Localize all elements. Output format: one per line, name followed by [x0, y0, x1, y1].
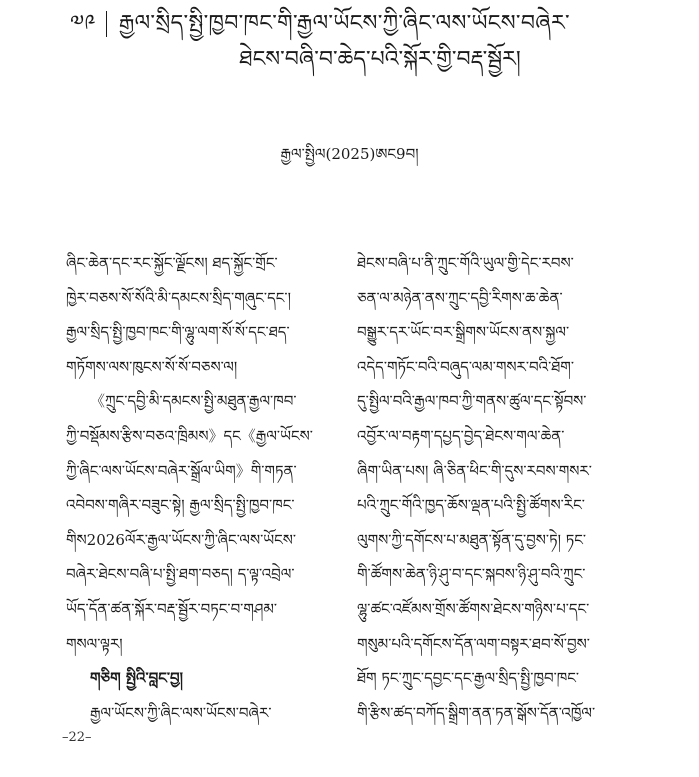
text-line: གིས2026ལོར་རྒྱལ་ཡོངས་ཀྱི་ཞིང་ལས་ཡོངས་ [66, 530, 297, 549]
text-line: ཞིག་ཡིན་པས། ཞི་ཅིན་ཕིང་གི་དུས་རབས་གསར་ [357, 461, 592, 480]
text-line: ཡོད་དོན་ཚན་སྐོར་བརྡ་སྦྱོར་བཏང་བ་གཤམ་ [66, 599, 278, 618]
text-line: དུ་སྤྱིལ་བའི་རྒྱལ་ཁབ་ཀྱི་གནས་ཚུལ་དང་སྟོབས་ [357, 392, 587, 411]
title-text-1: རྒྱལ་སྲིད་སྤྱི་ཁྱབ་ཁང་གི་རྒྱལ་ཡོངས་ཀྱི་ཞིང་ལས་ཡོངས་བཞེར་ [118, 11, 570, 36]
text-line: པའི་ཀྲུང་གོའི་ཁྱད་ཆོས་ལྡན་པའི་སྤྱི་ཚོགས་རིང་ [357, 496, 585, 515]
text-line: ལུགས་ཀྱི་དགོངས་པ་མཐུན་སྟོན་དུ་བྱས་ཏེ། ཏང་ [357, 530, 587, 549]
text-line: འབྱོར་ལ་བརྟག་དཔྱད་བྱེད་ཐེངས་གལ་ཆེན་ [357, 426, 565, 445]
title-number: ༧༩ [70, 11, 96, 36]
title-line-1 [70, 6, 660, 42]
text-line: ཐོག ཏང་ཀྲུང་དབྱང་དང་རྒྱལ་སྲིད་སྤྱི་ཁྱབ་ཁང་ [357, 669, 580, 688]
document-date: རྒྱལ་སྤྱིལ(2025)ཨང9བ། [280, 145, 419, 163]
text-line: གསུམ་པའི་དགོངས་དོན་ལག་བསྟར་ཐབ་སོ་བྱས་ [357, 634, 590, 653]
text-line: ཀྱི་ཞིང་ལས་ཡོངས་བཞེར་སྒྲོལ་ཡིག》གི་གཏན་ [66, 461, 297, 480]
text-line: བཞེར་ཐེངས་བཞི་པ་སྤྱི་ཐག་བཅད། ད་ལྟ་འབྲེལ་ [66, 565, 295, 584]
text-line: ཅན་ལ་མཉེན་ནས་ཀྲུང་དབྱི་རིགས་ཆ་ཆེན་ [357, 288, 563, 307]
text-line: འདེད་གཏོང་བའི་བཞུད་ལམ་གསར་བའི་ཐོག་ [357, 357, 575, 376]
text-line: བསྒྱུར་དར་ཡོང་བར་སྒྲིགས་ཡོངས་ནས་སྐྱལ་ [357, 323, 570, 342]
text-line: ཀྱི་བསྡོམས་རྩིས་བཅའ་ཁྲིམས》དང《རྒྱལ་ཡོངས་ [66, 426, 313, 445]
title-line-2: ཐེངས་བཞི་བ་ཆེད་པའི་སྐོར་གྱི་བརྡ་སྦྱོར། [239, 47, 521, 72]
left-column [66, 246, 336, 730]
text-line: ཞིང་ཆེན་དང་རང་སྐྱོང་ལྗོངས། ཐད་སྐྱོང་གྲོང་ [66, 254, 278, 272]
text-line: གཏོགས་ལས་ཁུངས་སོ་སོ་བཅས་ལ། [66, 357, 238, 376]
text-line: རྒྱལ་སྲིད་སྤྱི་ཁྱབ་ཁང་གི་ལྷུ་ལག་སོ་སོ་དང་ཐད་ [66, 323, 290, 342]
text-line: ཁྱེར་བཅས་སོ་སོའི་མི་དམངས་སྲིད་གཞུང་དང་། [66, 288, 291, 307]
text-line: གསལ་ལྟར། [66, 634, 123, 653]
text-line: 《ཀྲུང་དབྱི་མི་དམངས་སྤྱི་མཐུན་རྒྱལ་ཁབ་ [90, 392, 297, 411]
page-title [70, 6, 660, 78]
page-number: –22– [62, 730, 92, 745]
title-divider [106, 11, 107, 37]
section-heading: གཅིག སྤྱིའི་བླང་བྱ། [90, 669, 183, 688]
text-line: ལྷུ་ཚང་འཛོམས་གྲོས་ཚོགས་ཐེངས་གཉིས་པ་དང་ [357, 599, 590, 618]
text-line: འབེབས་གཞིར་བཟུང་སྟེ། རྒྱལ་སྲིད་སྤྱི་ཁྱབ་ཁང་ [66, 496, 295, 515]
text-line: ཐེངས་བཞི་པ་ནི་ཀྲུང་གོའི་ཡུལ་གྱི་དེང་རབས་ [357, 254, 574, 272]
text-line: གི་རྩིས་ཚད་བཀོད་སྒྲིག་ནན་ཏན་སྒོས་དོན་འཁྱོལ་ [357, 703, 596, 722]
right-column [357, 246, 629, 730]
text-line: གི་ཚོགས་ཆེན་ཉི་ཤུ་བ་དང་སྐབས་ཉི་ཤུ་བའི་ཀྲུང་ [357, 565, 586, 584]
text-line: རྒྱལ་ཡོངས་ཀྱི་ཞིང་ལས་ཡོངས་བཞེར་ [90, 703, 272, 722]
